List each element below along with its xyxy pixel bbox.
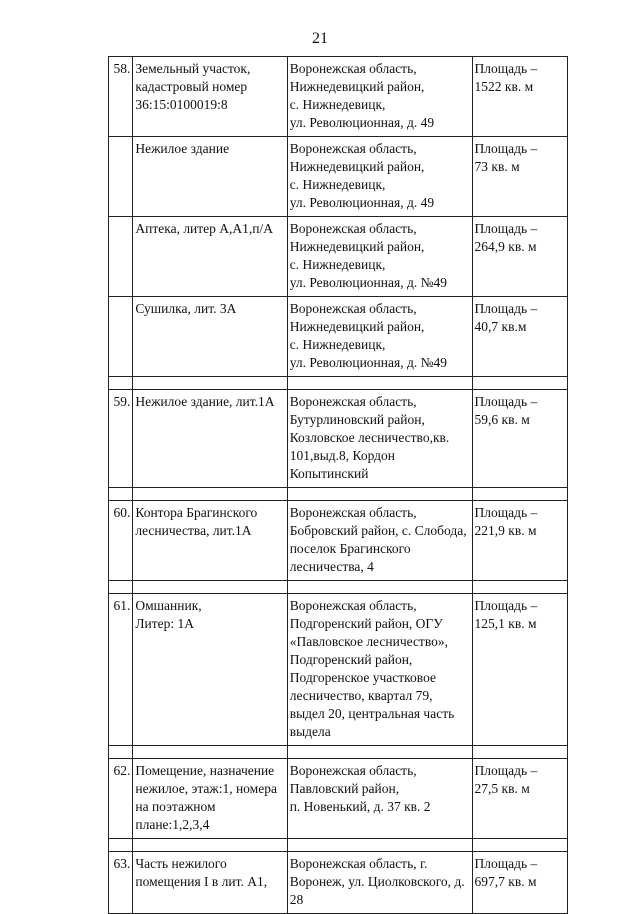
row-number: 63. <box>109 852 133 914</box>
row-number: 59. <box>109 390 133 488</box>
row-number <box>109 137 133 217</box>
table-row <box>109 852 568 914</box>
table-row <box>109 297 568 377</box>
object-name: Земельный участок, кадастровый номер 36:15:0100019:8 <box>133 57 287 137</box>
object-name: Помещение, назначение нежилое, этаж:1, номера на поэтажном плане:1,2,3,4 <box>133 759 287 839</box>
object-area: Площадь – 73 кв. м <box>472 137 567 217</box>
row-spacer <box>109 377 568 390</box>
row-spacer <box>109 746 568 759</box>
object-area: Площадь – 125,1 кв. м <box>472 594 567 746</box>
table-row <box>109 137 568 217</box>
object-area: Площадь – 221,9 кв. м <box>472 501 567 581</box>
page-number: 21 <box>312 30 328 47</box>
object-name: Контора Брагинского лесничества, лит.1А <box>133 501 287 581</box>
object-address: Воронежская область, Нижнедевицкий район, с. Нижнедевицк, ул. Революционная, д. №49 <box>287 217 472 297</box>
object-name: Омшанник, Литер: 1А <box>133 594 287 746</box>
object-area: Площадь – 59,6 кв. м <box>472 390 567 488</box>
row-number: 60. <box>109 501 133 581</box>
property-table <box>108 56 568 914</box>
object-name: Нежилое здание <box>133 137 287 217</box>
table-row <box>109 594 568 746</box>
table-row <box>109 390 568 488</box>
table-row <box>109 217 568 297</box>
row-spacer <box>109 839 568 852</box>
object-name: Часть нежилого помещения I в лит. А1, <box>133 852 287 914</box>
row-number <box>109 217 133 297</box>
object-name: Нежилое здание, лит.1А <box>133 390 287 488</box>
row-spacer <box>109 581 568 594</box>
object-address: Воронежская область, Нижнедевицкий район, с. Нижнедевицк, ул. Революционная, д. 49 <box>287 137 472 217</box>
object-area: Площадь – 40,7 кв.м <box>472 297 567 377</box>
object-address: Воронежская область, г. Воронеж, ул. Циолковского, д. 28 <box>287 852 472 914</box>
object-address: Воронежская область, Нижнедевицкий район, с. Нижнедевицк, ул. Революционная, д. №49 <box>287 297 472 377</box>
object-address: Воронежская область, Подгоренский район, ОГУ «Павловское лесничество», Подгоренский район, Подгоренское участковое лесничество, квартал 79, выдел 20, центральная часть выдела <box>287 594 472 746</box>
table-row <box>109 759 568 839</box>
table-row <box>109 501 568 581</box>
table-row <box>109 57 568 137</box>
object-address: Воронежская область, Бобровский район, с. Слобода, поселок Брагинского лесничества, 4 <box>287 501 472 581</box>
object-address: Воронежская область, Бутурлиновский район, Козловское лесничество,кв. 101,выд.8, Кордон Копытинский <box>287 390 472 488</box>
object-area: Площадь – 27,5 кв. м <box>472 759 567 839</box>
object-area: Площадь – 264,9 кв. м <box>472 217 567 297</box>
row-number: 62. <box>109 759 133 839</box>
row-number: 61. <box>109 594 133 746</box>
object-area: Площадь – 697,7 кв. м <box>472 852 567 914</box>
object-name: Аптека, литер А,А1,п/А <box>133 217 287 297</box>
row-spacer <box>109 488 568 501</box>
object-name: Сушилка, лит. 3А <box>133 297 287 377</box>
row-number <box>109 297 133 377</box>
object-address: Воронежская область, Павловский район, п. Новенький, д. 37 кв. 2 <box>287 759 472 839</box>
object-area: Площадь – 1522 кв. м <box>472 57 567 137</box>
row-number: 58. <box>109 57 133 137</box>
object-address: Воронежская область, Нижнедевицкий район, с. Нижнедевицк, ул. Революционная, д. 49 <box>287 57 472 137</box>
